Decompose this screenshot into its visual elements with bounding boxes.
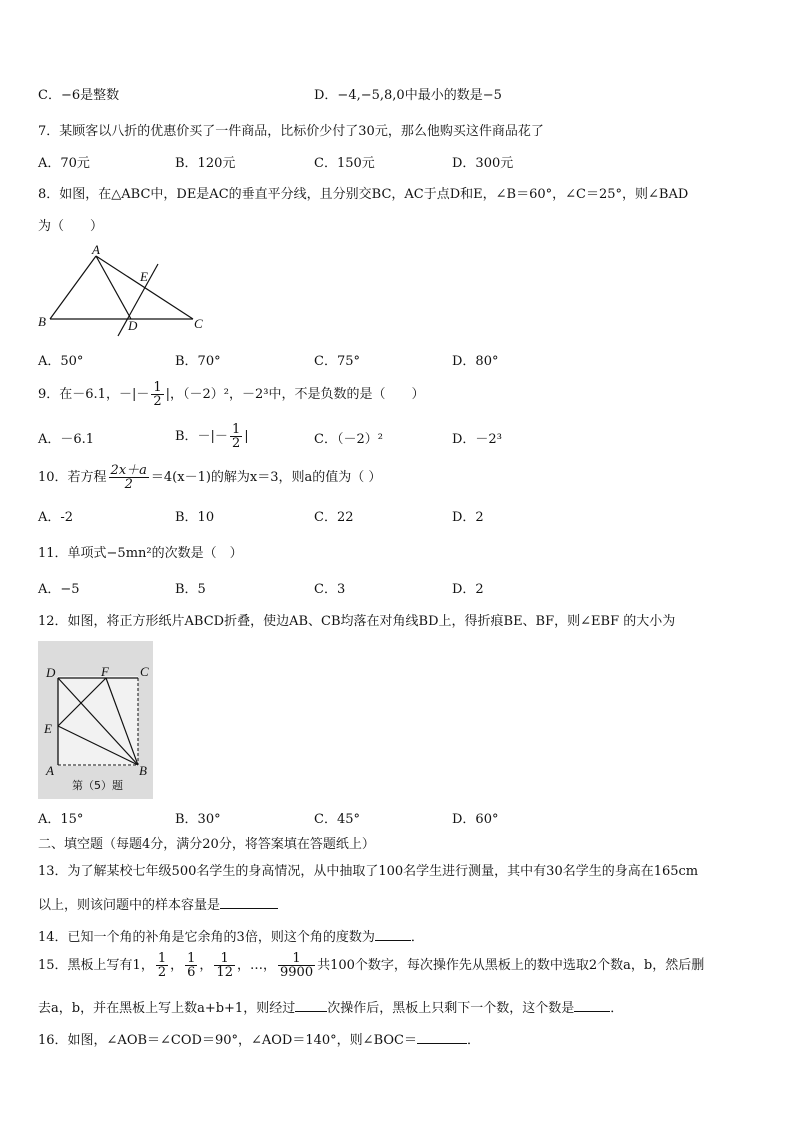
q15-sep-1: ，: [170, 958, 184, 973]
q16-answer-blank[interactable]: [417, 1031, 467, 1044]
q9-option-d: D．－2³: [452, 432, 502, 447]
q8-option-d: D．80°: [452, 354, 499, 369]
q12-label-f: F: [101, 664, 109, 679]
q15-frac-2: [185, 952, 197, 979]
q14-answer-blank[interactable]: [375, 928, 411, 941]
q12-option-a: A．15°: [38, 812, 84, 827]
q15-line2: [38, 999, 623, 1017]
q10-stem: [38, 462, 381, 494]
q9-half-fraction: [151, 381, 163, 408]
q15-frac-4-den: 9900: [280, 965, 314, 980]
q9-option-a: A．－6.1: [38, 432, 95, 447]
q16: [38, 1031, 480, 1049]
q15-frac-4: [278, 952, 315, 979]
q6-option-c: C．−6是整数: [38, 88, 120, 103]
q12-label-c: C: [140, 664, 149, 679]
q8-option-a: A．50°: [38, 354, 84, 369]
q15-frac-2-num: 1: [187, 951, 196, 966]
q7-option-d: D．300元: [452, 156, 514, 171]
q8-triangle-figure: [30, 240, 220, 340]
q9-optb-den: 2: [231, 436, 241, 451]
q15-line1: [38, 949, 704, 983]
q10-stem-part2: ＝4(x－1)的解为x＝3，则a的值为（ ）: [150, 470, 382, 485]
q10-option-b: B．10: [175, 510, 215, 525]
q16-end: ．: [466, 1033, 480, 1048]
q8-stem-cont: 为（ ）: [38, 219, 104, 234]
q9-half-num: 1: [153, 380, 162, 395]
q12-figure-caption: 第（5）题: [72, 779, 123, 792]
q15-line2-b: 次操作后，黑板上只剩下一个数，这个数是: [327, 1001, 575, 1016]
q7-option-a: A．70元: [38, 156, 90, 171]
q10-frac-num: 2x＋a: [110, 463, 147, 478]
q15-frac-4-num: 1: [278, 952, 315, 966]
q10-frac-den: 2: [124, 477, 133, 492]
q12-label-d: D: [46, 665, 56, 680]
q8-label-c: C: [194, 316, 203, 331]
q7-option-c: C．150元: [314, 156, 375, 171]
q12-label-a: A: [46, 763, 54, 778]
q13-answer-blank[interactable]: [220, 896, 278, 909]
q15-ellipsis: …，: [249, 958, 276, 973]
q8-option-c: C．75°: [314, 354, 360, 369]
q7-stem: 7．某顾客以八折的优惠价买了一件商品，比标价少付了30元，那么他购买这件商品花了: [38, 124, 544, 139]
q15-frac-1-num: 1: [157, 951, 167, 966]
q8-label-e: E: [140, 269, 148, 284]
q15-line2-a: 去a，b，并在黑板上写上数a+b+1，则经过: [38, 1001, 296, 1016]
q10-option-a: A．-2: [38, 510, 74, 525]
q15-frac-1-den: 2: [157, 965, 167, 980]
q15-sep-2: ，: [199, 958, 213, 973]
q10-option-c: C．22: [314, 510, 354, 525]
q10-option-d: D．2: [452, 510, 484, 525]
q12-square-figure: [38, 641, 153, 799]
q9-option-b: [175, 422, 249, 452]
q11-option-d: D．2: [452, 582, 484, 597]
q13-line1: 13．为了解某校七年级500名学生的身高情况，从中抽取了100名学生进行测量，其中有30名学生的身高在165cm: [38, 864, 699, 879]
q9-stem-part2: |，（－2）²，－2³中，不是负数的是（ ）: [165, 387, 425, 402]
q15-sep-3: ，: [236, 958, 250, 973]
q8-stem: 8．如图，在△ABC中，DE是AC的垂直平分线，且分别交BC，AC于点D和E，∠B＝60°，∠C＝25°，则∠BAD: [38, 187, 689, 202]
q11-option-b: B．5: [175, 582, 206, 597]
q10-stem-part1: 10．若方程: [38, 470, 107, 485]
q9-optb-num: 1: [231, 422, 241, 437]
q12-stem: 12．如图，将正方形纸片ABCD折叠，使边AB、CB均落在对角线BD上，得折痕BE、BF，则∠EBF 的大小为: [38, 614, 676, 629]
q11-stem: 11．单项式−5mn²的次数是（ ）: [38, 546, 243, 561]
q7-option-b: B．120元: [175, 156, 236, 171]
q8-option-b: B．70°: [175, 354, 221, 369]
q8-label-b: B: [38, 314, 46, 329]
q6-option-d: D．−4,−5,8,0中最小的数是−5: [314, 88, 502, 103]
q12-label-b: B: [139, 763, 147, 778]
q9-optb-part1: B．－|－: [175, 429, 228, 444]
q12-label-e: E: [44, 721, 52, 736]
q14-text: 14．已知一个角的补角是它余角的3倍，则这个角的度数为: [38, 930, 375, 945]
q15-answer-blank-2[interactable]: [574, 999, 610, 1012]
q15-answer-blank-1[interactable]: [295, 999, 327, 1012]
q13-line2: [38, 896, 278, 914]
q14-end: ．: [410, 930, 424, 945]
q11-option-a: A．−5: [38, 582, 80, 597]
q15-frac-3-den: 12: [216, 965, 233, 980]
q14: [38, 928, 424, 946]
q12-option-c: C．45°: [314, 812, 360, 827]
q16-text: 16．如图，∠AOB＝∠COD＝90°，∠AOD＝140°，则∠BOC＝: [38, 1033, 417, 1048]
q15-frac-3-num: 1: [214, 952, 235, 966]
q11-option-c: C．3: [314, 582, 346, 597]
q9-optb-fraction: [230, 423, 242, 450]
q15-line2-c: ．: [610, 1001, 624, 1016]
q15-mid: 共100个数字，每次操作先从黑板上的数中选取2个数a，b，然后删: [317, 958, 705, 973]
q15-frac-1: [156, 952, 168, 979]
q8-label-d: D: [128, 318, 138, 333]
q12-option-b: B．30°: [175, 812, 221, 827]
q15-frac-2-den: 6: [187, 965, 196, 980]
q9-stem: [38, 380, 424, 410]
section-heading: 二、填空题（每题4分，满分20分，将答案填在答题纸上）: [38, 837, 375, 852]
q9-optb-part2: |: [244, 429, 249, 444]
q9-half-den: 2: [153, 394, 162, 409]
q12-option-d: D．60°: [452, 812, 499, 827]
q9-option-c: C．（－2）²: [314, 432, 383, 447]
q8-label-a: A: [92, 242, 100, 257]
q13-line2-text: 以上，则该问题中的样本容量是: [38, 898, 221, 913]
q15-frac-3: [214, 952, 235, 979]
q15-start: 15．黑板上写有1，: [38, 958, 154, 973]
q9-stem-part1: 9．在－6.1，－|－: [38, 387, 150, 402]
q10-fraction: [109, 464, 149, 491]
